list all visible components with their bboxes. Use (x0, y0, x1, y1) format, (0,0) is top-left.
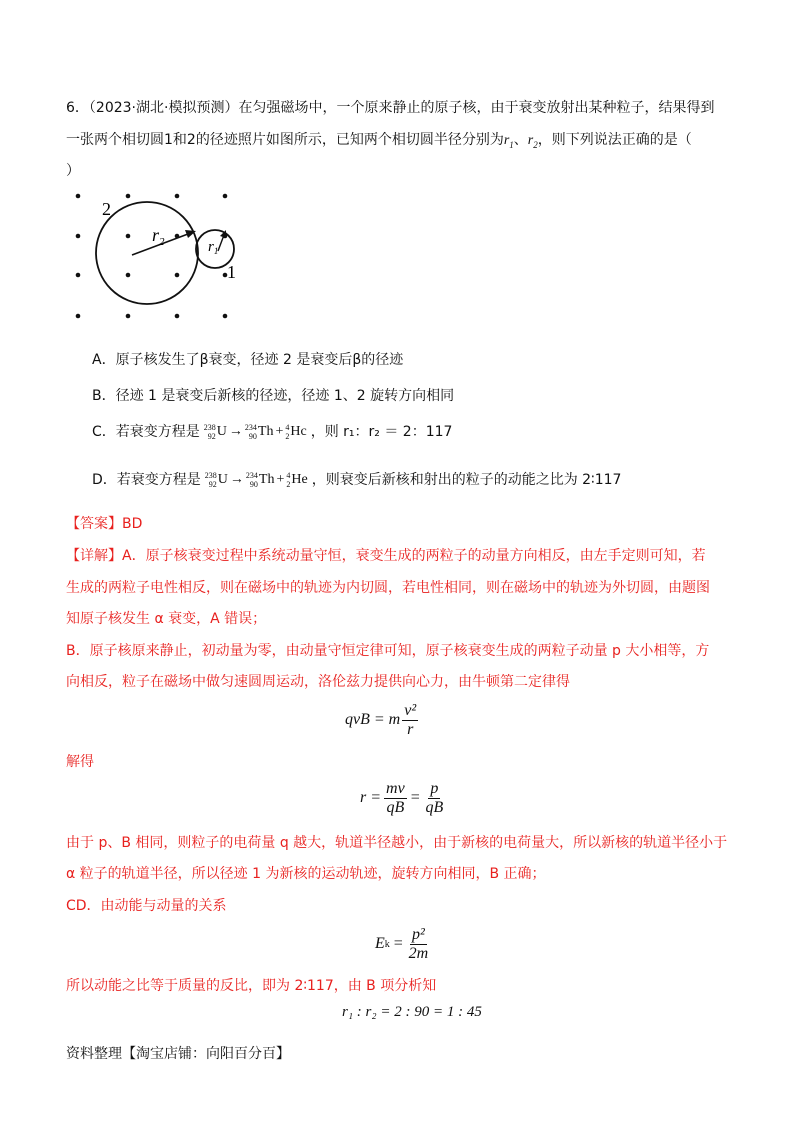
question-stem-line3: ） (66, 163, 80, 179)
stem-text: 一张两个相切圆1和2的径迹照片如图所示，已知两个相切圆半径分别为 (66, 132, 504, 148)
option-b: B．径迹 1 是衰变后新核的径迹，径迹 1、2 旋转方向相同 (92, 388, 455, 404)
radius-r1-arrow (218, 235, 224, 251)
answer-label: 【答案】BD (66, 516, 143, 532)
r1-label: $r_1$ (208, 239, 219, 256)
option-c-prefix: C．若衰变方程是 (92, 424, 200, 440)
track-label-2: 2 (102, 199, 111, 219)
stem-text-end: ，则下列说法正确的是（ (537, 132, 692, 148)
explanation-line3: 知原子核发生 α 衰变，A 错误； (66, 611, 267, 627)
r1-symbol: $r_1$ (503, 133, 514, 150)
equation-radius-ratio: r₁ : r₂ = 2 : 90 = 1 : 45 (342, 1004, 482, 1020)
question-stem-line1 (66, 98, 714, 118)
stem-separator: 、 (513, 132, 528, 148)
track-label-1: 1 (227, 262, 236, 282)
decay-equation-d: 238 92 U → 234 90 Th + 4 2 He (204, 471, 308, 489)
explanation-line2: 生成的两粒子电性相反，则在磁场中的轨迹为内切圆，若电性相同，则在磁场中的轨迹为外切圆，由题图 (66, 580, 710, 596)
explanation-line8: CD．由动能与动量的关系 (66, 898, 227, 914)
explanation-line6: 由于 p、B 相同，则粒子的电荷量 q 越大，轨道半径越小，由于新核的电荷量大，所以新核的轨道半径小于 (66, 835, 728, 851)
r2-label: $r_2$ (152, 225, 165, 248)
equation-radius: r = $\frac{mv}{qB}$ = $\frac{p}{qB}$ (360, 780, 444, 816)
decay-equation-c: 238 92 U → 234 90 Th + 4 2 Hc (203, 423, 307, 441)
question-number: 6． (66, 100, 89, 116)
question-text: 在匀强磁场中，一个原来静止的原子核，由于衰变放射出某种粒子，结果得到 (238, 100, 715, 116)
footer-text: 资料整理【淘宝店铺：向阳百分百】 (66, 1046, 290, 1062)
option-d (92, 470, 621, 490)
equation-kinetic-energy: E k = $\frac{\text{p²}}{2m}$ (375, 926, 429, 962)
explanation-line9: 所以动能之比等于质量的反比，即为 2∶117，由 B 项分析知 (66, 978, 437, 994)
equation-lorentz-force: qvB = m $\frac{\text{v²}}{r}$ (345, 702, 417, 738)
magnetic-field-figure (60, 185, 260, 330)
option-c (92, 422, 452, 442)
option-c-suffix: ，则 r₁：r₂ ＝ 2：117 (310, 424, 453, 440)
option-d-suffix: ，则衰变后新核和射出的粒子的动能之比为 2∶117 (311, 472, 622, 488)
field-dots (76, 194, 228, 319)
question-stem-line2 (66, 130, 692, 155)
jiede-label: 解得 (66, 754, 94, 770)
explanation-line5: 向相反，粒子在磁场中做匀速圆周运动，洛伦兹力提供向心力，由牛顿第二定律得 (66, 674, 570, 690)
question-source: （2023·湖北·模拟预测） (88, 100, 239, 116)
explanation-line7: α 粒子的轨道半径，所以径迹 1 为新核的运动轨迹，旋转方向相同，B 正确； (66, 866, 546, 882)
option-a: A．原子核发生了β衰变，径迹 2 是衰变后β的径迹 (92, 352, 404, 368)
explanation-line1: 【详解】A．原子核衰变过程中系统动量守恒，衰变生成的两粒子的动量方向相反，由左手定则可知，若 (66, 548, 706, 564)
track-circle-2 (96, 202, 198, 304)
r2-symbol: $r_2$ (527, 133, 538, 150)
explanation-line4: B．原子核原来静止，初动量为零，由动量守恒定律可知，原子核衰变生成的两粒子动量 p 大小相等，方 (66, 643, 710, 659)
option-d-prefix: D．若衰变方程是 (92, 472, 201, 488)
